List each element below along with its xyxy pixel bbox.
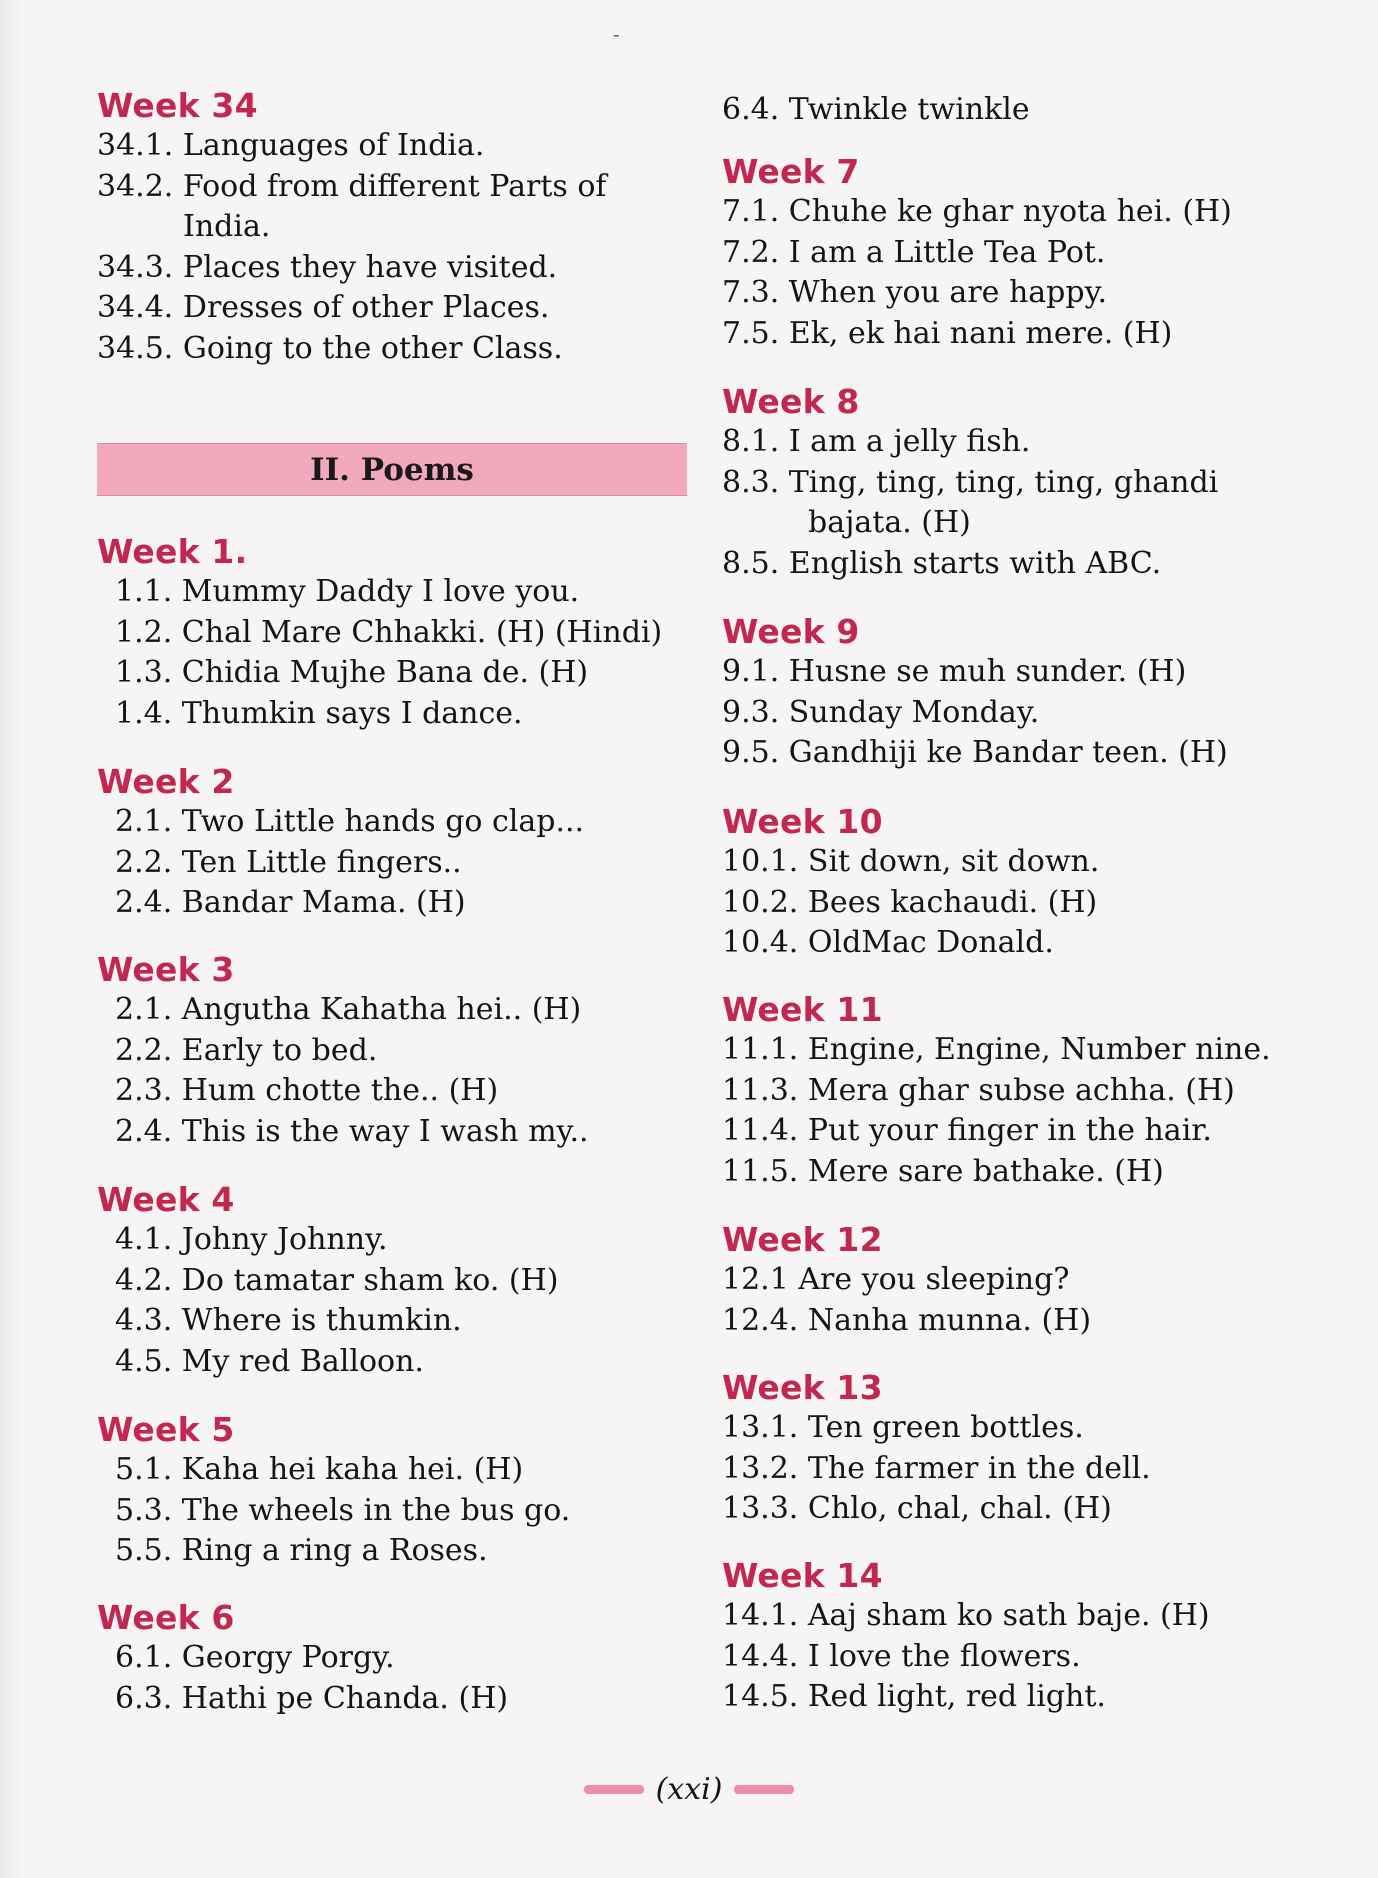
list-item bbox=[722, 90, 1030, 130]
list-item bbox=[115, 990, 581, 1030]
footer-left-bar bbox=[584, 1785, 644, 1794]
list-item bbox=[97, 288, 549, 328]
item-number: 34.5. bbox=[97, 330, 174, 366]
item-number: 5.3. bbox=[115, 1492, 173, 1528]
item-number: 4.2. bbox=[115, 1262, 173, 1298]
item-number: 2.1. bbox=[115, 804, 173, 839]
item-number: 1.3. bbox=[115, 655, 173, 690]
week-heading: Week 13 bbox=[722, 1368, 883, 1407]
item-number: 4.1. bbox=[115, 1222, 173, 1257]
item-text: I am a Little Tea Pot. bbox=[788, 234, 1106, 270]
item-number: 7.5. bbox=[722, 315, 780, 351]
list-item bbox=[722, 1152, 1164, 1192]
list-item bbox=[115, 1261, 558, 1301]
item-text: Chal Mare Chhakki. (H) (Hindi) bbox=[181, 614, 663, 650]
list-item bbox=[115, 1301, 462, 1341]
item-number: 5.5. bbox=[115, 1533, 173, 1568]
list-item bbox=[722, 1489, 1112, 1529]
item-text: Sunday Monday. bbox=[788, 694, 1040, 730]
page-number: (xxi) bbox=[655, 1771, 723, 1807]
item-text: When you are happy. bbox=[788, 275, 1108, 310]
item-text: Husne se muh sunder. (H) bbox=[788, 654, 1187, 689]
item-text: Early to bed. bbox=[181, 1032, 378, 1068]
week-heading: Week 34 bbox=[97, 86, 258, 125]
item-number: 9.5. bbox=[722, 735, 780, 770]
item-text: English starts with ABC. bbox=[788, 545, 1162, 581]
item-text: Mere sare bathake. (H) bbox=[807, 1153, 1164, 1189]
item-text: Georgy Porgy. bbox=[181, 1640, 395, 1675]
item-number: 6.3. bbox=[115, 1680, 173, 1716]
list-item bbox=[722, 923, 1054, 963]
item-text: Do tamatar sham ko. (H) bbox=[181, 1262, 559, 1298]
item-text: Aaj sham ko sath baje. (H) bbox=[807, 1598, 1210, 1633]
item-number: 12.4. bbox=[722, 1302, 799, 1338]
item-number: 8.3. bbox=[722, 464, 780, 500]
item-number: 6.4. bbox=[722, 92, 780, 127]
list-item bbox=[722, 233, 1105, 273]
item-text: Ten Little fingers.. bbox=[181, 844, 462, 880]
item-text: I am a jelly fish. bbox=[788, 424, 1031, 459]
item-text: Kaha hei kaha hei. (H) bbox=[181, 1452, 524, 1487]
item-number: 13.1. bbox=[722, 1410, 799, 1445]
item-text: Nanha munna. (H) bbox=[807, 1302, 1092, 1338]
week-heading: Week 11 bbox=[722, 990, 883, 1029]
item-number: 9.3. bbox=[722, 694, 780, 730]
list-item bbox=[722, 652, 1186, 692]
item-text: Ek, ek hai nani mere. (H) bbox=[788, 315, 1173, 351]
list-item bbox=[722, 1677, 1106, 1717]
item-number: 1.4. bbox=[115, 695, 173, 731]
item-text: Put your finger in the hair. bbox=[807, 1113, 1212, 1148]
list-item bbox=[722, 1449, 1151, 1489]
item-text: Food from different Parts of bbox=[182, 168, 607, 204]
page-footer bbox=[0, 1770, 1378, 1807]
item-number: 14.1. bbox=[722, 1598, 799, 1633]
list-item bbox=[722, 273, 1107, 313]
item-text: Mera ghar subse achha. (H) bbox=[807, 1072, 1235, 1108]
item-text: bajata. (H) bbox=[808, 505, 971, 540]
item-text: Engine, Engine, Number nine. bbox=[807, 1032, 1271, 1067]
list-item bbox=[115, 1071, 498, 1111]
item-text: Sit down, sit down. bbox=[807, 844, 1100, 879]
list-item bbox=[722, 1260, 1069, 1300]
week-heading: Week 1. bbox=[97, 532, 248, 571]
week-heading: Week 5 bbox=[97, 1410, 235, 1449]
item-text: Where is thumkin. bbox=[181, 1303, 462, 1338]
item-text: Hum chotte the.. (H) bbox=[181, 1073, 499, 1108]
list-item bbox=[722, 1408, 1084, 1448]
item-number: 11.1. bbox=[722, 1032, 799, 1067]
item-text: Dresses of other Places. bbox=[182, 290, 550, 325]
section-title: II. Poems bbox=[310, 452, 474, 488]
list-item bbox=[115, 572, 579, 612]
item-number: 7.1. bbox=[722, 194, 780, 229]
list-item bbox=[115, 1342, 424, 1382]
list-item bbox=[115, 1450, 523, 1490]
list-item bbox=[722, 883, 1097, 923]
item-text: Gandhiji ke Bandar teen. (H) bbox=[788, 735, 1228, 770]
list-item bbox=[183, 207, 270, 247]
section-band bbox=[97, 443, 687, 496]
item-text: OldMac Donald. bbox=[807, 925, 1054, 960]
item-number: 9.1. bbox=[722, 654, 780, 689]
footer-right-bar bbox=[734, 1785, 794, 1794]
week-heading: Week 7 bbox=[722, 152, 860, 191]
list-item bbox=[115, 1112, 589, 1152]
item-text: India. bbox=[183, 209, 271, 244]
item-number: 10.4. bbox=[722, 925, 799, 960]
list-item bbox=[722, 314, 1172, 354]
list-item bbox=[115, 653, 588, 693]
list-item bbox=[722, 1071, 1235, 1111]
week-heading: Week 2 bbox=[97, 762, 235, 801]
item-text: Ten green bottles. bbox=[807, 1410, 1084, 1445]
week-heading: Week 3 bbox=[97, 950, 235, 989]
week-heading: Week 4 bbox=[97, 1180, 235, 1219]
item-text: The farmer in the dell. bbox=[807, 1450, 1151, 1486]
list-item bbox=[722, 1596, 1210, 1636]
list-item bbox=[97, 167, 607, 207]
list-item bbox=[97, 126, 484, 166]
item-text: Mummy Daddy I love you. bbox=[181, 574, 580, 609]
item-number: 34.4. bbox=[97, 290, 174, 325]
item-text: Thumkin says I dance. bbox=[181, 695, 523, 731]
list-item bbox=[115, 694, 523, 734]
item-number: 34.2. bbox=[97, 168, 174, 204]
list-item bbox=[115, 1531, 488, 1571]
item-number: 2.4. bbox=[115, 885, 173, 920]
item-number: 1.2. bbox=[115, 614, 173, 650]
item-number: 7.2. bbox=[722, 234, 780, 270]
list-item bbox=[808, 503, 971, 543]
item-text: Bandar Mama. (H) bbox=[181, 885, 466, 920]
item-number: 13.3. bbox=[722, 1491, 799, 1526]
list-item bbox=[115, 883, 466, 923]
list-item bbox=[722, 1111, 1212, 1151]
list-item bbox=[722, 1637, 1081, 1677]
item-number: 5.1. bbox=[115, 1452, 173, 1487]
item-text: Ting, ting, ting, ting, ghandi bbox=[788, 464, 1219, 500]
item-number: 2.1. bbox=[115, 992, 173, 1027]
item-number: 2.2. bbox=[115, 1032, 173, 1068]
item-text: My red Balloon. bbox=[181, 1343, 424, 1379]
week-heading: Week 8 bbox=[722, 382, 860, 421]
list-item bbox=[722, 842, 1099, 882]
item-number: 34.1. bbox=[97, 128, 174, 163]
list-item bbox=[722, 1301, 1091, 1341]
list-item bbox=[722, 463, 1218, 503]
item-number: 11.5. bbox=[722, 1153, 799, 1189]
item-number: 14.4. bbox=[722, 1638, 799, 1674]
item-text: Red light, red light. bbox=[807, 1679, 1106, 1714]
list-item bbox=[722, 1030, 1271, 1070]
item-number: 1.1. bbox=[115, 574, 173, 609]
item-text: Chuhe ke ghar nyota hei. (H) bbox=[788, 194, 1232, 229]
item-text: Places they have visited. bbox=[182, 249, 558, 285]
list-item bbox=[97, 248, 557, 288]
item-text: Are you sleeping? bbox=[798, 1262, 1070, 1297]
item-number: 13.2. bbox=[722, 1450, 799, 1486]
list-item bbox=[115, 613, 662, 653]
item-text: Languages of India. bbox=[182, 128, 485, 163]
top-mark: - bbox=[613, 22, 620, 46]
list-item bbox=[722, 544, 1161, 584]
list-item bbox=[115, 1031, 377, 1071]
list-item bbox=[722, 422, 1030, 462]
item-number: 6.1. bbox=[115, 1640, 173, 1675]
list-item bbox=[115, 1679, 508, 1719]
list-item bbox=[115, 1638, 395, 1678]
list-item bbox=[97, 329, 563, 369]
item-text: I love the flowers. bbox=[807, 1638, 1081, 1674]
item-text: This is the way I wash my.. bbox=[181, 1113, 589, 1149]
list-item bbox=[722, 192, 1232, 232]
item-number: 12.1 bbox=[722, 1262, 789, 1297]
item-text: Twinkle twinkle bbox=[788, 92, 1030, 127]
week-heading: Week 9 bbox=[722, 612, 860, 651]
week-heading: Week 6 bbox=[97, 1598, 235, 1637]
item-number: 2.2. bbox=[115, 844, 173, 880]
item-number: 11.4. bbox=[722, 1113, 799, 1148]
item-text: Two Little hands go clap... bbox=[181, 804, 585, 839]
week-heading: Week 14 bbox=[722, 1556, 883, 1595]
item-number: 2.3. bbox=[115, 1073, 173, 1108]
list-item bbox=[722, 733, 1228, 773]
week-heading: Week 12 bbox=[722, 1220, 883, 1259]
item-text: Bees kachaudi. (H) bbox=[807, 884, 1098, 920]
item-number: 10.1. bbox=[722, 844, 799, 879]
page-gutter-shadow bbox=[0, 0, 22, 1878]
list-item bbox=[722, 693, 1039, 733]
item-text: Angutha Kahatha hei.. (H) bbox=[181, 992, 582, 1027]
item-number: 2.4. bbox=[115, 1113, 173, 1149]
item-number: 11.3. bbox=[722, 1072, 799, 1108]
item-number: 8.1. bbox=[722, 424, 780, 459]
item-number: 8.5. bbox=[722, 545, 780, 581]
list-item bbox=[115, 1220, 388, 1260]
item-number: 7.3. bbox=[722, 275, 780, 310]
item-number: 14.5. bbox=[722, 1679, 799, 1714]
week-heading: Week 10 bbox=[722, 802, 883, 841]
item-text: Chidia Mujhe Bana de. (H) bbox=[181, 655, 589, 690]
item-text: The wheels in the bus go. bbox=[181, 1492, 571, 1528]
item-text: Hathi pe Chanda. (H) bbox=[181, 1680, 509, 1716]
item-number: 10.2. bbox=[722, 884, 799, 920]
item-number: 4.3. bbox=[115, 1303, 173, 1338]
item-text: Chlo, chal, chal. (H) bbox=[807, 1491, 1112, 1526]
item-text: Johny Johnny. bbox=[181, 1222, 388, 1257]
item-number: 34.3. bbox=[97, 249, 174, 285]
list-item bbox=[115, 843, 462, 883]
item-text: Going to the other Class. bbox=[182, 330, 563, 366]
item-text: Ring a ring a Roses. bbox=[181, 1533, 488, 1568]
list-item bbox=[115, 1491, 570, 1531]
list-item bbox=[115, 802, 584, 842]
item-number: 4.5. bbox=[115, 1343, 173, 1379]
